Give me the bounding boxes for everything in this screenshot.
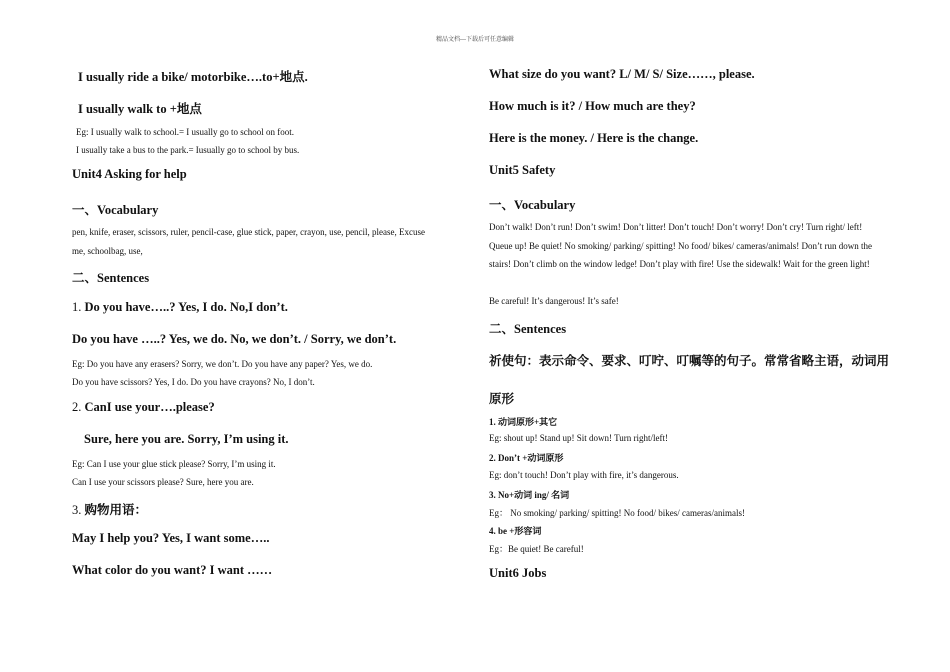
sentence-ride-bike: I usually ride a bike/ motorbike….to+地点. xyxy=(78,70,308,84)
pattern-1-example: Eg: shout up! Stand up! Sit down! Turn right/left! xyxy=(489,433,669,443)
example-2a: Eg: Can I use your glue stick please? Sorry, I’m using it. xyxy=(72,459,276,469)
safety-vocabulary-paragraph: Don’t walk! Don’t run! Don’t swim! Don’t litter! Don’t touch! Don’t worry! Don’t cry! Turn right/ left! Queue up! Be quiet! No smoking/ parking/ spitting! No food/ bikes/ cameras/animals! Don’t run down the stairs! Don’t climb on the window ledge! Don’t play with fire! Use the sidewalk! Wait for the green light! xyxy=(489,222,873,269)
shopping-phrase-2: What color do you want? I want …… xyxy=(72,563,273,577)
price-question: How much is it? / How much are they? xyxy=(489,99,696,113)
safety-vocabulary-last-line: Be careful! It’s dangerous! It’s safe! xyxy=(489,296,619,306)
sentence-walk-to: I usually walk to +地点 xyxy=(78,102,202,116)
imperative-definition-line-2: 原形 xyxy=(489,392,515,406)
pattern-3-example: Eg： No smoking/ parking/ spitting! No food/ bikes/ cameras/animals! xyxy=(489,508,745,518)
vocabulary-line-1: pen, knife, eraser, scissors, ruler, pencil-case, glue stick, paper, crayon, use, pencil, please, Excuse xyxy=(72,227,426,237)
question-1-text: Do you have…..? Yes, I do. No,I don’t. xyxy=(84,300,288,314)
sentences-heading-right: 二、Sentences xyxy=(489,322,567,336)
size-question: What size do you want? L/ M/ S/ Size……, please. xyxy=(489,67,755,81)
unit4-heading: Unit4 Asking for help xyxy=(72,167,187,181)
question-1-plural: Do you have …..? Yes, we do. No, we don’t. / Sorry, we don’t. xyxy=(72,332,397,346)
vocabulary-heading: 一、Vocabulary xyxy=(72,203,159,217)
example-bus: I usually take a bus to the park.= Iusually go to school by bus. xyxy=(76,145,300,155)
question-2-answers: Sure, here you are. Sorry, I’m using it. xyxy=(84,432,289,446)
header-watermark: 精品文档---下载后可任意编辑 xyxy=(436,37,514,43)
example-1a: Eg: Do you have any erasers? Sorry, we don’t. Do you have any paper? Yes, we do. xyxy=(72,359,373,369)
unit6-heading: Unit6 Jobs xyxy=(489,566,547,580)
question-3-number: 3. xyxy=(72,503,85,517)
pattern-3-heading: 3. No+动词 ing/ 名词 xyxy=(489,490,570,500)
money-phrase: Here is the money. / Here is the change. xyxy=(489,131,699,145)
question-3 xyxy=(72,500,147,518)
question-1 xyxy=(72,300,288,315)
pattern-2-example: Eg: don’t touch! Don’t play with fire, it’s dangerous. xyxy=(489,470,679,480)
vocabulary-heading-right: 一、Vocabulary xyxy=(489,198,576,212)
unit5-heading: Unit5 Safety xyxy=(489,163,556,177)
example-walk: Eg: I usually walk to school.= I usually go to school on foot. xyxy=(76,127,295,137)
pattern-4-example: Eg：Be quiet! Be careful! xyxy=(489,544,584,554)
imperative-definition-line-1: 祈使句：表示命令、要求、叮咛、叮嘱等的句子。常常省略主语，动词用 xyxy=(489,354,890,368)
example-1b: Do you have scissors? Yes, I do. Do you have crayons? No, I don’t. xyxy=(72,377,315,387)
pattern-1-heading: 1. 动词原形+其它 xyxy=(489,417,558,427)
question-3-text: 购物用语： xyxy=(84,503,148,517)
example-2b: Can I use your scissors please? Sure, here you are. xyxy=(72,477,254,487)
question-2-text: CanI use your….please? xyxy=(84,400,215,414)
pattern-4-heading: 4. be +形容词 xyxy=(489,526,542,536)
question-2-number: 2. xyxy=(72,400,85,414)
vocabulary-line-2: me, schoolbag, use, xyxy=(72,246,143,256)
shopping-phrase-1: May I help you? Yes, I want some….. xyxy=(72,531,270,545)
question-1-number: 1. xyxy=(72,300,85,314)
sentences-heading: 二、Sentences xyxy=(72,271,150,285)
pattern-2-heading: 2. Don’t +动词原形 xyxy=(489,453,564,463)
question-2 xyxy=(72,400,215,415)
